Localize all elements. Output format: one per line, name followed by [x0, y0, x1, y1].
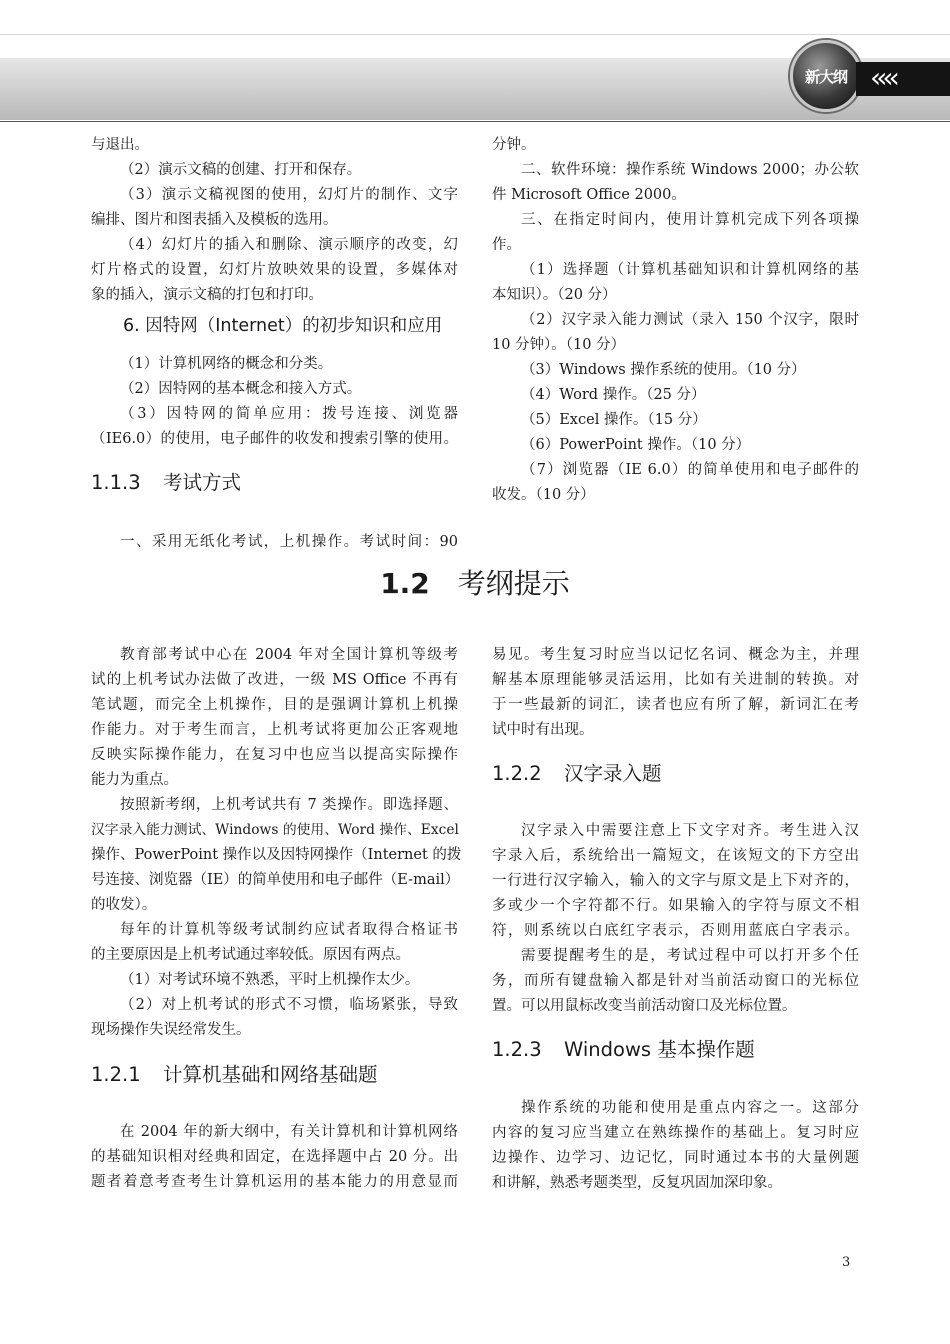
section-number: 1.1.3: [91, 471, 141, 494]
text-line: 作。: [492, 237, 521, 253]
section-heading-1-2-3: [492, 1036, 755, 1064]
logo-text: 新大纲: [804, 67, 847, 86]
text-line: （2）汉字录入能力测试（录入 150 个汉字，限时: [521, 312, 859, 328]
text-line: 现场操作失误经常发生。: [91, 1022, 251, 1038]
section-heading-1-2-2: [492, 760, 662, 788]
header-top-rule: [0, 34, 950, 35]
text-line: 符，则系统以白底红字表示，否则用蓝底白字表示。: [492, 923, 859, 939]
text-line: 的基础知识相对经典和固定，在选择题中占 20 分。出: [91, 1149, 458, 1165]
text-line: 10 分钟）。（10 分）: [492, 337, 626, 353]
page-number: 3: [842, 1255, 851, 1270]
text-line: 和讲解，熟悉考题类型，反复巩固加深印象。: [492, 1175, 782, 1191]
text-line: （4）幻灯片的插入和删除、演示顺序的改变，幻: [120, 237, 458, 253]
section-heading-1-1-3: [91, 469, 241, 497]
text-line: 作能力。对于考生而言，上机考试将更加公正客观地: [91, 722, 458, 738]
text-line: 边操作、边学习、边记忆，同时通过本书的大量例题: [492, 1150, 859, 1166]
text-line: 汉字录入中需要注意上下文字对齐。考生进入汉: [521, 823, 859, 839]
text-line: 象的插入，演示文稿的打包和打印。: [91, 287, 323, 303]
section-title: 汉字录入题: [564, 762, 662, 785]
text-line: 收发。（10 分）: [492, 487, 595, 503]
text-line: 试的上机考试办法做了改进，一级 MS Office 不再有: [91, 672, 458, 688]
subheading-6: 6. 因特网（Internet）的初步知识和应用: [123, 316, 443, 336]
text-line: （1）对考试环境不熟悉，平时上机操作太少。: [120, 972, 420, 988]
text-line: 二、软件环境：操作系统 Windows 2000；办公软: [521, 162, 859, 178]
text-line: 的收发）。: [91, 897, 157, 913]
section-number: 1.2.1: [91, 1063, 141, 1086]
text-line: 务，而所有键盘输入都是针对当前活动窗口的光标位: [492, 973, 859, 989]
text-line: 在 2004 年的新大纲中，有关计算机和计算机网络: [120, 1124, 458, 1140]
section-number: 1.2.3: [492, 1038, 542, 1061]
text-line: 多或少一个字符都不行。如果输入的字符与原文不相: [492, 898, 859, 914]
text-line: 操作、PowerPoint 操作以及因特网操作（Internet 的拨: [91, 847, 462, 863]
header-rule: [0, 121, 950, 122]
section-title: 计算机基础和网络基础题: [163, 1063, 378, 1086]
text-line: 本知识）。（20 分）: [492, 287, 617, 303]
text-line: 与退出。: [91, 137, 149, 153]
text-line: 解基本原理能够灵活运用，比如有关进制的转换。对: [492, 672, 859, 688]
text-line: 操作系统的功能和使用是重点内容之一。这部分: [521, 1100, 859, 1116]
text-line: （3）因特网的简单应用：拨号连接、浏览器: [120, 406, 458, 422]
text-line: （4）Word 操作。（25 分）: [521, 387, 706, 403]
text-line: 一、采用无纸化考试，上机操作。考试时间：90: [120, 534, 458, 550]
text-line: （IE6.0）的使用，电子邮件的收发和搜索引擎的使用。: [91, 431, 458, 447]
text-line: 三、在指定时间内，使用计算机完成下列各项操: [521, 212, 859, 228]
text-line: 于一些最新的词汇，读者也应有所了解，新词汇在考: [492, 697, 859, 713]
chapter-heading: [0, 564, 950, 604]
logo-badge: [790, 40, 862, 112]
section-title: Windows 基本操作题: [564, 1038, 755, 1061]
text-line: 试中时有出现。: [492, 722, 594, 738]
text-line: 灯片格式的设置，幻灯片放映效果的设置，多媒体对: [91, 262, 458, 278]
text-line: 能力为重点。: [91, 772, 178, 788]
chapter-title: 考纲提示: [457, 567, 570, 600]
chapter-number: 1.2: [380, 567, 430, 600]
text-line: （7）浏览器（IE 6.0）的简单使用和电子邮件的: [521, 462, 859, 478]
text-line: （2）演示文稿的创建、打开和保存。: [120, 162, 362, 178]
text-line: （1）计算机网络的概念和分类。: [120, 356, 333, 372]
text-line: （3）Windows 操作系统的使用。（10 分）: [521, 362, 806, 378]
text-line: 字录入后，系统给出一篇短文，在该短文的下方空出: [492, 848, 859, 864]
text-line: 一行进行汉字输入，输入的文字与原文是上下对齐的，: [492, 873, 859, 889]
text-line: 件 Microsoft Office 2000。: [492, 187, 686, 203]
section-heading-1-2-1: [91, 1061, 378, 1089]
text-line: 置。可以用鼠标改变当前活动窗口及光标位置。: [492, 998, 797, 1014]
text-line: 每年的计算机等级考试制约应试者取得合格证书: [120, 922, 458, 938]
text-line: 号连接、浏览器（IE）的简单使用和电子邮件（E-mail）: [91, 872, 460, 888]
text-line: 按照新考纲，上机考试共有 7 类操作。即选择题、: [120, 797, 458, 813]
text-line: 的主要原因是上机考试通过率较低。原因有两点。: [91, 947, 410, 963]
text-line: （3）演示文稿视图的使用，幻灯片的制作、文字: [120, 187, 458, 203]
text-line: 笔试题，而完全上机操作，目的是强调计算机上机操: [91, 697, 458, 713]
arrows-icon: ‹‹‹‹: [856, 62, 950, 96]
text-line: 教育部考试中心在 2004 年对全国计算机等级考: [120, 647, 458, 663]
section-title: 考试方式: [163, 471, 242, 494]
section-number: 1.2.2: [492, 762, 542, 785]
text-line: （2）因特网的基本概念和接入方式。: [120, 381, 362, 397]
text-line: 需要提醒考生的是，考试过程中可以打开多个任: [521, 948, 859, 964]
text-line: （5）Excel 操作。（15 分）: [521, 412, 707, 428]
text-line: 汉字录入能力测试、Windows 的使用、Word 操作、Excel: [91, 822, 459, 838]
text-line: 编排、图片和图表插入及模板的选用。: [91, 212, 338, 228]
text-line: 反映实际操作能力，在复习中也应当以提高实际操作: [91, 747, 458, 763]
text-line: 易见。考生复习时应当以记忆名词、概念为主，并理: [492, 647, 859, 663]
text-line: （6）PowerPoint 操作。（10 分）: [521, 437, 751, 453]
text-line: 题者着意考查考生计算机运用的基本能力的用意显而: [91, 1174, 458, 1190]
text-line: 分钟。: [492, 137, 536, 153]
text-line: （2）对上机考试的形式不习惯，临场紧张，导致: [120, 997, 458, 1013]
text-line: （1）选择题（计算机基础知识和计算机网络的基: [521, 262, 859, 278]
text-line: 内容的复习应当建立在熟练操作的基础上。复习时应: [492, 1125, 859, 1141]
